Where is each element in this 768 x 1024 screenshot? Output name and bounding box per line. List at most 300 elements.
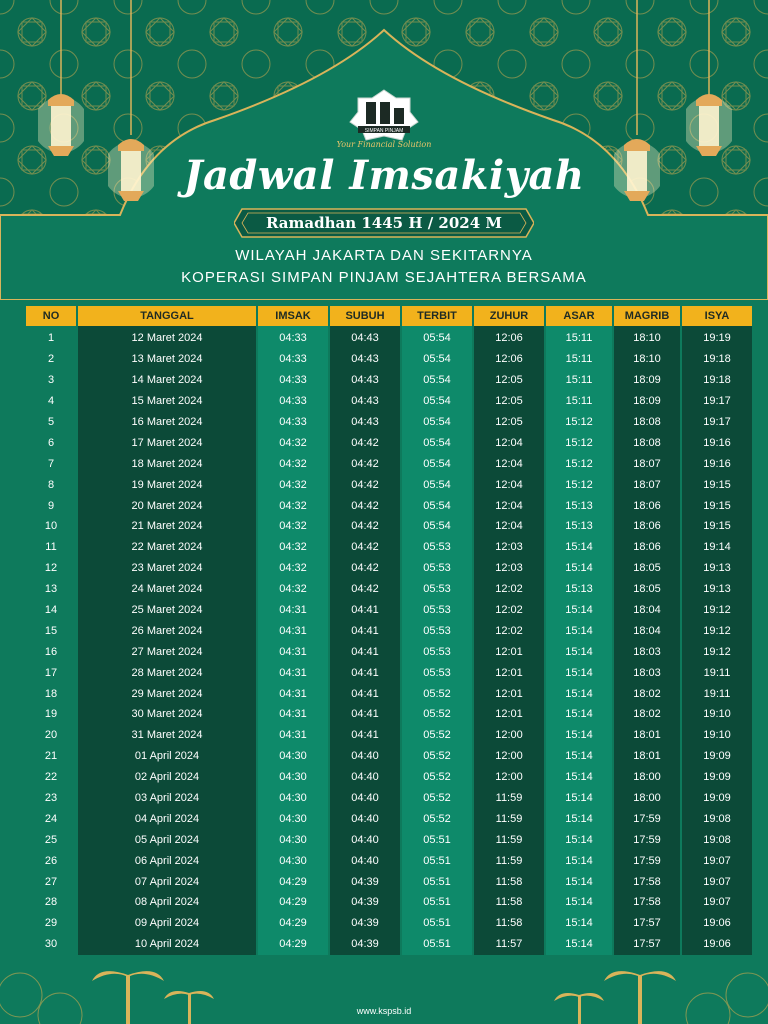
cell-asar: 15:14 xyxy=(546,704,612,725)
cell-imsak: 04:33 xyxy=(258,349,328,370)
cell-isya: 19:09 xyxy=(682,767,752,788)
cell-imsak: 04:30 xyxy=(258,788,328,809)
cell-tanggal: 17 Maret 2024 xyxy=(78,432,256,453)
cell-zuhur: 12:00 xyxy=(474,767,544,788)
cell-magrib: 18:02 xyxy=(614,704,680,725)
cell-subuh: 04:40 xyxy=(330,829,400,850)
table-row xyxy=(26,495,752,516)
cell-asar: 15:13 xyxy=(546,579,612,600)
cell-terbit: 05:52 xyxy=(402,788,472,809)
cell-subuh: 04:39 xyxy=(330,934,400,955)
cell-imsak: 04:29 xyxy=(258,892,328,913)
cell-no: 2 xyxy=(47,353,55,366)
cell-subuh: 04:40 xyxy=(330,767,400,788)
cell-subuh: 04:43 xyxy=(330,391,400,412)
cell-tanggal: 31 Maret 2024 xyxy=(78,725,256,746)
cell-isya: 19:07 xyxy=(682,871,752,892)
cell-subuh: 04:40 xyxy=(330,788,400,809)
col-header-zuhur: ZUHUR xyxy=(474,306,544,326)
cell-magrib: 18:00 xyxy=(614,767,680,788)
table-row xyxy=(26,620,752,641)
cell-tanggal: 23 Maret 2024 xyxy=(78,558,256,579)
cell-asar: 15:11 xyxy=(546,349,612,370)
cell-isya: 19:07 xyxy=(682,850,752,871)
cell-zuhur: 12:05 xyxy=(474,391,544,412)
cell-asar: 15:14 xyxy=(546,871,612,892)
cell-subuh: 04:39 xyxy=(330,892,400,913)
cell-subuh: 04:41 xyxy=(330,683,400,704)
cell-imsak: 04:32 xyxy=(258,453,328,474)
schedule-table xyxy=(24,306,754,955)
cell-subuh: 04:40 xyxy=(330,808,400,829)
cell-terbit: 05:54 xyxy=(402,495,472,516)
cell-magrib: 18:01 xyxy=(614,725,680,746)
cell-terbit: 05:51 xyxy=(402,934,472,955)
cell-magrib: 17:59 xyxy=(614,829,680,850)
subtitle: Ramadhan 1445 H / 2024 M xyxy=(265,214,502,232)
cell-isya: 19:18 xyxy=(682,349,752,370)
table-row xyxy=(26,725,752,746)
cell-isya: 19:18 xyxy=(682,370,752,391)
cell-magrib: 17:58 xyxy=(614,871,680,892)
cell-isya: 19:10 xyxy=(682,704,752,725)
cell-tanggal: 12 Maret 2024 xyxy=(78,326,256,349)
cell-terbit: 05:53 xyxy=(402,600,472,621)
cell-subuh: 04:39 xyxy=(330,871,400,892)
cell-isya: 19:14 xyxy=(682,537,752,558)
cell-subuh: 04:39 xyxy=(330,913,400,934)
cell-tanggal: 06 April 2024 xyxy=(78,850,256,871)
cell-terbit: 05:52 xyxy=(402,746,472,767)
cell-imsak: 04:33 xyxy=(258,391,328,412)
cell-tanggal: 02 April 2024 xyxy=(78,767,256,788)
cell-tanggal: 03 April 2024 xyxy=(78,788,256,809)
table-row xyxy=(26,579,752,600)
cell-terbit: 05:53 xyxy=(402,537,472,558)
cell-no: 27 xyxy=(44,875,58,888)
cell-tanggal: 13 Maret 2024 xyxy=(78,349,256,370)
cell-terbit: 05:51 xyxy=(402,913,472,934)
cell-tanggal: 29 Maret 2024 xyxy=(78,683,256,704)
cell-terbit: 05:54 xyxy=(402,432,472,453)
cell-terbit: 05:52 xyxy=(402,808,472,829)
cell-isya: 19:06 xyxy=(682,934,752,955)
cell-tanggal: 14 Maret 2024 xyxy=(78,370,256,391)
cell-zuhur: 12:01 xyxy=(474,641,544,662)
cell-terbit: 05:53 xyxy=(402,641,472,662)
cell-asar: 15:12 xyxy=(546,474,612,495)
table-row xyxy=(26,808,752,829)
cell-magrib: 18:08 xyxy=(614,432,680,453)
cell-zuhur: 11:58 xyxy=(474,892,544,913)
cell-imsak: 04:32 xyxy=(258,558,328,579)
cell-isya: 19:17 xyxy=(682,412,752,433)
cell-terbit: 05:54 xyxy=(402,370,472,391)
cell-no: 5 xyxy=(47,416,55,428)
cell-magrib: 17:59 xyxy=(614,808,680,829)
cell-magrib: 18:03 xyxy=(614,641,680,662)
cell-terbit: 05:53 xyxy=(402,579,472,600)
cell-tanggal: 10 April 2024 xyxy=(78,934,256,955)
cell-terbit: 05:52 xyxy=(402,767,472,788)
cell-no: 29 xyxy=(44,917,58,930)
cell-no: 30 xyxy=(44,938,58,951)
cell-no: 12 xyxy=(44,562,58,575)
cell-zuhur: 12:00 xyxy=(474,725,544,746)
cell-tanggal: 28 Maret 2024 xyxy=(78,662,256,683)
cell-zuhur: 12:01 xyxy=(474,704,544,725)
cell-imsak: 04:31 xyxy=(258,662,328,683)
table-row xyxy=(26,474,752,495)
cell-zuhur: 11:59 xyxy=(474,850,544,871)
cell-isya: 19:15 xyxy=(682,495,752,516)
table-row xyxy=(26,432,752,453)
cell-imsak: 04:32 xyxy=(258,474,328,495)
cell-subuh: 04:42 xyxy=(330,558,400,579)
cell-magrib: 18:09 xyxy=(614,370,680,391)
cell-tanggal: 05 April 2024 xyxy=(78,829,256,850)
cell-terbit: 05:54 xyxy=(402,349,472,370)
cell-isya: 19:17 xyxy=(682,391,752,412)
cell-subuh: 04:41 xyxy=(330,620,400,641)
cell-zuhur: 12:04 xyxy=(474,432,544,453)
cell-zuhur: 12:04 xyxy=(474,495,544,516)
col-header-subuh: SUBUH xyxy=(330,306,400,326)
cell-no: 15 xyxy=(44,624,58,637)
cell-tanggal: 04 April 2024 xyxy=(78,808,256,829)
cell-terbit: 05:54 xyxy=(402,326,472,349)
cell-magrib: 18:06 xyxy=(614,495,680,516)
cell-imsak: 04:31 xyxy=(258,725,328,746)
cell-terbit: 05:54 xyxy=(402,391,472,412)
cell-subuh: 04:41 xyxy=(330,600,400,621)
cell-asar: 15:14 xyxy=(546,600,612,621)
cell-zuhur: 12:06 xyxy=(474,326,544,349)
cell-magrib: 18:10 xyxy=(614,326,680,349)
cell-magrib: 18:05 xyxy=(614,579,680,600)
col-header-imsak: IMSAK xyxy=(258,306,328,326)
table-row xyxy=(26,788,752,809)
cell-magrib: 18:08 xyxy=(614,412,680,433)
cell-zuhur: 12:01 xyxy=(474,683,544,704)
table-row xyxy=(26,746,752,767)
cell-no: 1 xyxy=(47,332,55,345)
cell-imsak: 04:31 xyxy=(258,683,328,704)
cell-isya: 19:07 xyxy=(682,892,752,913)
cell-isya: 19:16 xyxy=(682,432,752,453)
cell-magrib: 18:03 xyxy=(614,662,680,683)
cell-isya: 19:10 xyxy=(682,725,752,746)
cell-tanggal: 30 Maret 2024 xyxy=(78,704,256,725)
cell-subuh: 04:43 xyxy=(330,326,400,349)
cell-no: 18 xyxy=(44,687,58,700)
page-title: Jadwal Imsakiyah xyxy=(183,152,585,199)
cell-subuh: 04:42 xyxy=(330,453,400,474)
cell-zuhur: 12:02 xyxy=(474,600,544,621)
table-row xyxy=(26,829,752,850)
cell-subuh: 04:41 xyxy=(330,641,400,662)
cell-magrib: 18:00 xyxy=(614,788,680,809)
cell-subuh: 04:41 xyxy=(330,662,400,683)
cell-imsak: 04:29 xyxy=(258,913,328,934)
table-row xyxy=(26,662,752,683)
cell-zuhur: 11:59 xyxy=(474,829,544,850)
table-row xyxy=(26,412,752,433)
cell-asar: 15:14 xyxy=(546,934,612,955)
cell-asar: 15:14 xyxy=(546,662,612,683)
cell-subuh: 04:42 xyxy=(330,516,400,537)
cell-imsak: 04:31 xyxy=(258,641,328,662)
cell-magrib: 17:57 xyxy=(614,913,680,934)
cell-asar: 15:14 xyxy=(546,683,612,704)
cell-subuh: 04:43 xyxy=(330,370,400,391)
cell-subuh: 04:42 xyxy=(330,474,400,495)
cell-magrib: 18:10 xyxy=(614,349,680,370)
cell-tanggal: 21 Maret 2024 xyxy=(78,516,256,537)
cell-zuhur: 12:03 xyxy=(474,537,544,558)
cell-subuh: 04:43 xyxy=(330,349,400,370)
website-url[interactable]: www.kspsb.id xyxy=(356,1006,412,1016)
cell-subuh: 04:42 xyxy=(330,432,400,453)
cell-terbit: 05:51 xyxy=(402,829,472,850)
region-line-2: KOPERASI SIMPAN PINJAM SEJAHTERA BERSAMA xyxy=(181,269,587,286)
cell-no: 19 xyxy=(44,708,58,721)
table-row xyxy=(26,704,752,725)
cell-magrib: 18:05 xyxy=(614,558,680,579)
cell-imsak: 04:32 xyxy=(258,432,328,453)
cell-isya: 19:09 xyxy=(682,746,752,767)
cell-no: 21 xyxy=(44,750,58,763)
cell-imsak: 04:30 xyxy=(258,808,328,829)
cell-no: 24 xyxy=(44,812,58,825)
cell-isya: 19:15 xyxy=(682,516,752,537)
cell-no: 4 xyxy=(47,395,55,408)
cell-asar: 15:14 xyxy=(546,829,612,850)
cell-asar: 15:14 xyxy=(546,892,612,913)
cell-no: 3 xyxy=(47,374,55,387)
cell-no: 26 xyxy=(44,854,58,867)
table-row xyxy=(26,516,752,537)
cell-magrib: 18:02 xyxy=(614,683,680,704)
cell-tanggal: 16 Maret 2024 xyxy=(78,412,256,433)
cell-tanggal: 25 Maret 2024 xyxy=(78,600,256,621)
cell-terbit: 05:54 xyxy=(402,516,472,537)
cell-asar: 15:14 xyxy=(546,850,612,871)
cell-tanggal: 27 Maret 2024 xyxy=(78,641,256,662)
cell-tanggal: 20 Maret 2024 xyxy=(78,495,256,516)
cell-subuh: 04:42 xyxy=(330,495,400,516)
cell-zuhur: 12:01 xyxy=(474,662,544,683)
company-logo xyxy=(344,88,424,142)
table-header-row xyxy=(26,306,752,326)
cell-asar: 15:13 xyxy=(546,495,612,516)
table-row xyxy=(26,453,752,474)
cell-imsak: 04:29 xyxy=(258,871,328,892)
cell-imsak: 04:30 xyxy=(258,829,328,850)
table-row xyxy=(26,934,752,955)
cell-terbit: 05:54 xyxy=(402,412,472,433)
table-row xyxy=(26,913,752,934)
cell-imsak: 04:30 xyxy=(258,746,328,767)
cell-tanggal: 07 April 2024 xyxy=(78,871,256,892)
col-header-asar: ASAR xyxy=(546,306,612,326)
cell-isya: 19:12 xyxy=(682,620,752,641)
cell-isya: 19:13 xyxy=(682,558,752,579)
cell-no: 7 xyxy=(47,457,55,470)
cell-asar: 15:14 xyxy=(546,558,612,579)
cell-subuh: 04:41 xyxy=(330,725,400,746)
cell-magrib: 18:09 xyxy=(614,391,680,412)
cell-terbit: 05:51 xyxy=(402,892,472,913)
cell-imsak: 04:32 xyxy=(258,495,328,516)
cell-zuhur: 12:00 xyxy=(474,746,544,767)
table-row xyxy=(26,767,752,788)
cell-magrib: 18:06 xyxy=(614,516,680,537)
cell-terbit: 05:51 xyxy=(402,871,472,892)
table-row xyxy=(26,349,752,370)
cell-asar: 15:14 xyxy=(546,913,612,934)
cell-zuhur: 12:04 xyxy=(474,453,544,474)
cell-imsak: 04:31 xyxy=(258,620,328,641)
cell-asar: 15:14 xyxy=(546,725,612,746)
cell-tanggal: 24 Maret 2024 xyxy=(78,579,256,600)
table-row xyxy=(26,326,752,349)
cell-terbit: 05:53 xyxy=(402,620,472,641)
cell-zuhur: 11:58 xyxy=(474,871,544,892)
cell-isya: 19:15 xyxy=(682,474,752,495)
cell-zuhur: 12:05 xyxy=(474,370,544,391)
cell-isya: 19:12 xyxy=(682,600,752,621)
cell-imsak: 04:31 xyxy=(258,704,328,725)
cell-magrib: 18:04 xyxy=(614,600,680,621)
logo-text: SIMPAN PINJAM xyxy=(364,128,404,134)
col-header-tanggal: TANGGAL xyxy=(78,306,256,326)
cell-zuhur: 11:59 xyxy=(474,788,544,809)
cell-terbit: 05:52 xyxy=(402,704,472,725)
cell-zuhur: 12:05 xyxy=(474,412,544,433)
cell-tanggal: 18 Maret 2024 xyxy=(78,453,256,474)
cell-subuh: 04:43 xyxy=(330,412,400,433)
cell-zuhur: 12:06 xyxy=(474,349,544,370)
cell-zuhur: 11:59 xyxy=(474,808,544,829)
table-row xyxy=(26,892,752,913)
cell-isya: 19:16 xyxy=(682,453,752,474)
cell-magrib: 18:01 xyxy=(614,746,680,767)
region-line-1: WILAYAH JAKARTA DAN SEKITARNYA xyxy=(235,247,533,264)
cell-imsak: 04:30 xyxy=(258,767,328,788)
cell-imsak: 04:29 xyxy=(258,934,328,955)
cell-zuhur: 11:57 xyxy=(474,934,544,955)
cell-asar: 15:14 xyxy=(546,767,612,788)
cell-subuh: 04:42 xyxy=(330,579,400,600)
cell-magrib: 18:06 xyxy=(614,537,680,558)
cell-no: 6 xyxy=(47,436,55,449)
table-row xyxy=(26,850,752,871)
cell-no: 10 xyxy=(44,520,58,533)
table-row xyxy=(26,871,752,892)
cell-terbit: 05:52 xyxy=(402,683,472,704)
cell-isya: 19:06 xyxy=(682,913,752,934)
cell-isya: 19:13 xyxy=(682,579,752,600)
cell-isya: 19:08 xyxy=(682,829,752,850)
cell-zuhur: 11:58 xyxy=(474,913,544,934)
table-row xyxy=(26,558,752,579)
tagline: Your Financial Solution xyxy=(336,140,432,149)
cell-asar: 15:12 xyxy=(546,432,612,453)
cell-no: 17 xyxy=(44,666,58,679)
cell-isya: 19:09 xyxy=(682,788,752,809)
cell-zuhur: 12:04 xyxy=(474,474,544,495)
cell-isya: 19:08 xyxy=(682,808,752,829)
cell-tanggal: 22 Maret 2024 xyxy=(78,537,256,558)
table-row xyxy=(26,641,752,662)
cell-zuhur: 12:02 xyxy=(474,579,544,600)
cell-no: 13 xyxy=(44,583,58,596)
cell-no: 9 xyxy=(47,499,55,512)
cell-tanggal: 08 April 2024 xyxy=(78,892,256,913)
cell-tanggal: 26 Maret 2024 xyxy=(78,620,256,641)
cell-terbit: 05:53 xyxy=(402,662,472,683)
cell-no: 22 xyxy=(44,771,58,784)
cell-asar: 15:14 xyxy=(546,746,612,767)
cell-terbit: 05:54 xyxy=(402,474,472,495)
cell-isya: 19:19 xyxy=(682,326,752,349)
cell-asar: 15:13 xyxy=(546,516,612,537)
cell-no: 20 xyxy=(44,729,58,742)
cell-asar: 15:11 xyxy=(546,370,612,391)
cell-no: 14 xyxy=(44,604,58,617)
cell-subuh: 04:41 xyxy=(330,704,400,725)
cell-imsak: 04:31 xyxy=(258,600,328,621)
cell-no: 23 xyxy=(44,792,58,805)
cell-asar: 15:14 xyxy=(546,641,612,662)
cell-no: 28 xyxy=(44,896,58,909)
col-header-isya: ISYA xyxy=(682,306,752,326)
col-header-terbit: TERBIT xyxy=(402,306,472,326)
col-header-no: NO xyxy=(26,306,76,326)
cell-isya: 19:12 xyxy=(682,641,752,662)
cell-asar: 15:11 xyxy=(546,326,612,349)
cell-imsak: 04:32 xyxy=(258,537,328,558)
table-row xyxy=(26,370,752,391)
cell-imsak: 04:30 xyxy=(258,850,328,871)
cell-no: 8 xyxy=(47,478,55,491)
cell-magrib: 17:57 xyxy=(614,934,680,955)
cell-asar: 15:11 xyxy=(546,391,612,412)
cell-terbit: 05:54 xyxy=(402,453,472,474)
cell-asar: 15:14 xyxy=(546,620,612,641)
cell-asar: 15:14 xyxy=(546,788,612,809)
cell-imsak: 04:33 xyxy=(258,326,328,349)
table-row xyxy=(26,600,752,621)
col-header-magrib: MAGRIB xyxy=(614,306,680,326)
cell-terbit: 05:52 xyxy=(402,725,472,746)
cell-asar: 15:12 xyxy=(546,453,612,474)
cell-magrib: 18:04 xyxy=(614,620,680,641)
cell-terbit: 05:53 xyxy=(402,558,472,579)
cell-magrib: 18:07 xyxy=(614,474,680,495)
schedule-body xyxy=(26,326,752,955)
cell-imsak: 04:33 xyxy=(258,412,328,433)
cell-no: 11 xyxy=(45,541,57,554)
cell-magrib: 17:58 xyxy=(614,892,680,913)
cell-subuh: 04:40 xyxy=(330,850,400,871)
cell-terbit: 05:51 xyxy=(402,850,472,871)
cell-subuh: 04:40 xyxy=(330,746,400,767)
cell-isya: 19:11 xyxy=(682,662,752,683)
cell-no: 25 xyxy=(44,833,58,846)
cell-no: 16 xyxy=(44,645,58,658)
